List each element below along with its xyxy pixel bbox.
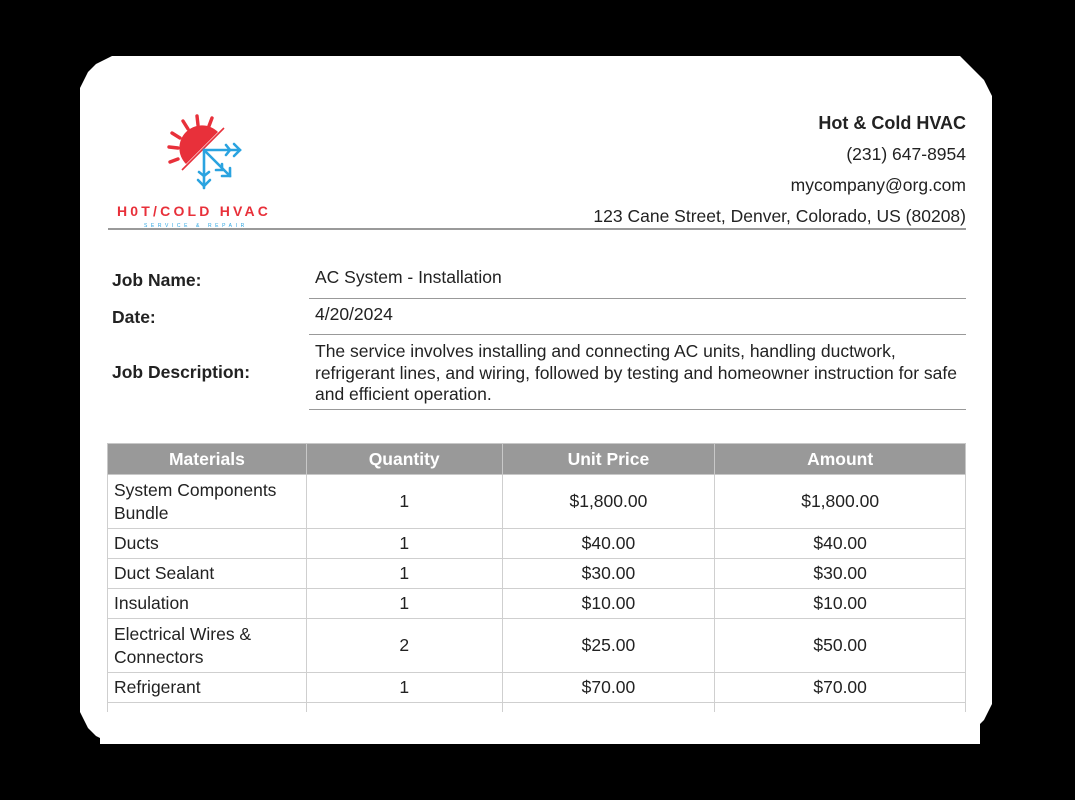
material-cell: Electrical Wires & Connectors: [108, 619, 307, 673]
job-date-row: [108, 299, 966, 335]
unit-price-cell: $10.00: [502, 589, 715, 619]
quantity-cell: 1: [306, 475, 502, 529]
unit-price-cell: $40.00: [502, 529, 715, 559]
job-name-value: AC System - Installation: [309, 262, 966, 299]
company-name: Hot & Cold HVAC: [818, 113, 966, 133]
quantity-cell: 2: [306, 619, 502, 673]
column-header-materials: Materials: [108, 444, 307, 475]
column-header-unit-price: Unit Price: [502, 444, 715, 475]
material-cell: Ducts: [108, 529, 307, 559]
quantity-cell: 1: [306, 559, 502, 589]
job-description-value: The service involves installing and connecting AC units, handling ductwork, refrigerant lines, and wiring, followed by testing and homeowner instruction for safe and efficient operation.: [309, 335, 966, 410]
amount-cell: $40.00: [715, 529, 966, 559]
unit-price-cell: $1,800.00: [502, 475, 715, 529]
job-description-row: [108, 335, 966, 410]
column-header-quantity: Quantity: [306, 444, 502, 475]
company-phone: (231) 647-8954: [846, 144, 966, 164]
job-name-row: [108, 262, 966, 299]
material-cell: Duct Sealant: [108, 559, 307, 589]
column-header-amount: Amount: [715, 444, 966, 475]
table-row: [108, 673, 966, 703]
company-logo: [108, 110, 308, 228]
amount-cell: $1,800.00: [715, 475, 966, 529]
amount-cell: $70.00: [715, 673, 966, 703]
job-name-label: Job Name:: [112, 270, 202, 290]
logo-title: H0T/COLD HVAC: [117, 203, 272, 219]
table-row: [108, 619, 966, 673]
materials-table: [107, 443, 966, 733]
logo-subtitle: SERVICE & REPAIR: [144, 223, 248, 229]
amount-cell: $50.00: [715, 619, 966, 673]
unit-price-cell: $25.00: [502, 619, 715, 673]
quantity-cell: 1: [306, 529, 502, 559]
company-email: mycompany@org.com: [790, 175, 966, 195]
sun-snowflake-icon: [164, 114, 244, 194]
quantity-cell: 1: [306, 673, 502, 703]
bottom-background: [0, 744, 1075, 800]
table-row: [108, 589, 966, 619]
company-info: [593, 108, 966, 232]
unit-price-cell: $30.00: [502, 559, 715, 589]
table-row: [108, 475, 966, 529]
job-date-value: 4/20/2024: [309, 299, 966, 335]
company-address: 123 Cane Street, Denver, Colorado, US (80208): [593, 206, 966, 226]
table-row: [108, 529, 966, 559]
table-row: [108, 559, 966, 589]
unit-price-cell: $70.00: [502, 673, 715, 703]
material-cell: Insulation: [108, 589, 307, 619]
quantity-cell: 1: [306, 589, 502, 619]
job-info: [108, 262, 966, 410]
job-date-label: Date:: [112, 306, 156, 327]
document-header: [108, 100, 966, 230]
amount-cell: $10.00: [715, 589, 966, 619]
amount-cell: $30.00: [715, 559, 966, 589]
table-header-row: [108, 444, 966, 475]
material-cell: Refrigerant: [108, 673, 307, 703]
material-cell: System Components Bundle: [108, 475, 307, 529]
job-description-label: Job Description:: [112, 362, 251, 382]
